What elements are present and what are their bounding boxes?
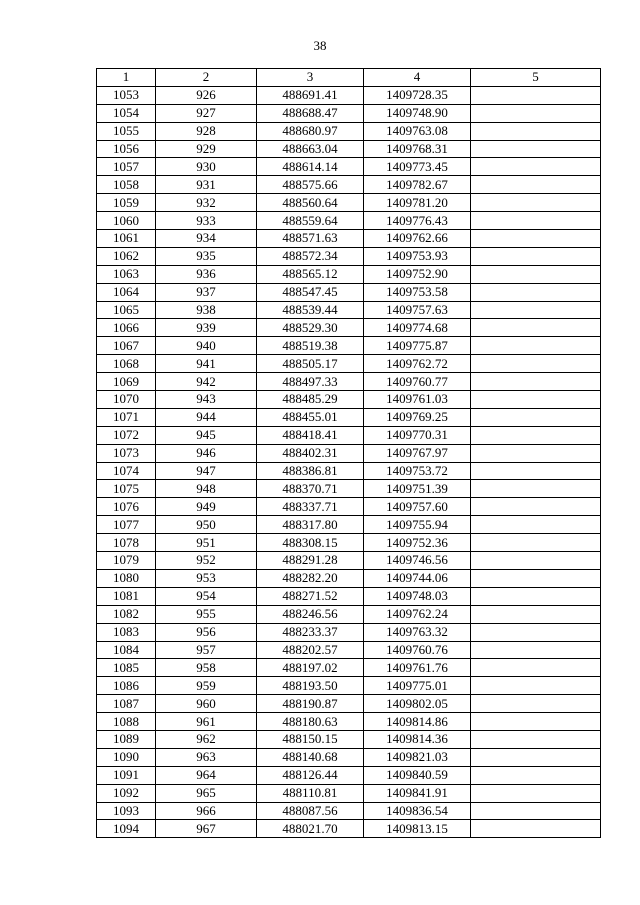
column-header-4: 4 xyxy=(364,69,471,87)
note-cell xyxy=(471,86,601,104)
point-number-cell: 1065 xyxy=(97,301,156,319)
vertex-number-cell: 930 xyxy=(156,158,257,176)
vertex-number-cell: 952 xyxy=(156,552,257,570)
note-cell xyxy=(471,391,601,409)
point-number-cell: 1058 xyxy=(97,176,156,194)
y-coordinate-cell: 1409840.59 xyxy=(364,766,471,784)
x-coordinate-cell: 488370.71 xyxy=(257,480,364,498)
table-row xyxy=(97,140,601,158)
column-header-2: 2 xyxy=(156,69,257,87)
coordinates-table xyxy=(96,68,601,838)
point-number-cell: 1087 xyxy=(97,695,156,713)
point-number-cell: 1054 xyxy=(97,104,156,122)
point-number-cell: 1078 xyxy=(97,534,156,552)
point-number-cell: 1062 xyxy=(97,247,156,265)
y-coordinate-cell: 1409746.56 xyxy=(364,552,471,570)
note-cell xyxy=(471,587,601,605)
table-row xyxy=(97,659,601,677)
y-coordinate-cell: 1409802.05 xyxy=(364,695,471,713)
x-coordinate-cell: 488565.12 xyxy=(257,265,364,283)
table-row xyxy=(97,104,601,122)
y-coordinate-cell: 1409775.01 xyxy=(364,677,471,695)
table-row xyxy=(97,301,601,319)
vertex-number-cell: 937 xyxy=(156,283,257,301)
table-row xyxy=(97,158,601,176)
table-row xyxy=(97,212,601,230)
note-cell xyxy=(471,677,601,695)
vertex-number-cell: 955 xyxy=(156,605,257,623)
note-cell xyxy=(471,319,601,337)
x-coordinate-cell: 488688.47 xyxy=(257,104,364,122)
note-cell xyxy=(471,623,601,641)
table-row xyxy=(97,283,601,301)
table-row xyxy=(97,713,601,731)
point-number-cell: 1092 xyxy=(97,784,156,802)
note-cell xyxy=(471,247,601,265)
table-row xyxy=(97,569,601,587)
point-number-cell: 1076 xyxy=(97,498,156,516)
x-coordinate-cell: 488087.56 xyxy=(257,802,364,820)
y-coordinate-cell: 1409781.20 xyxy=(364,194,471,212)
x-coordinate-cell: 488126.44 xyxy=(257,766,364,784)
vertex-number-cell: 962 xyxy=(156,730,257,748)
point-number-cell: 1080 xyxy=(97,569,156,587)
vertex-number-cell: 949 xyxy=(156,498,257,516)
table-row xyxy=(97,605,601,623)
x-coordinate-cell: 488402.31 xyxy=(257,444,364,462)
y-coordinate-cell: 1409761.03 xyxy=(364,391,471,409)
x-coordinate-cell: 488110.81 xyxy=(257,784,364,802)
x-coordinate-cell: 488021.70 xyxy=(257,820,364,838)
table-row xyxy=(97,391,601,409)
y-coordinate-cell: 1409757.63 xyxy=(364,301,471,319)
y-coordinate-cell: 1409755.94 xyxy=(364,516,471,534)
vertex-number-cell: 953 xyxy=(156,569,257,587)
x-coordinate-cell: 488663.04 xyxy=(257,140,364,158)
vertex-number-cell: 950 xyxy=(156,516,257,534)
note-cell xyxy=(471,569,601,587)
note-cell xyxy=(471,230,601,248)
note-cell xyxy=(471,408,601,426)
y-coordinate-cell: 1409744.06 xyxy=(364,569,471,587)
vertex-number-cell: 933 xyxy=(156,212,257,230)
point-number-cell: 1073 xyxy=(97,444,156,462)
y-coordinate-cell: 1409773.45 xyxy=(364,158,471,176)
y-coordinate-cell: 1409753.72 xyxy=(364,462,471,480)
table-row xyxy=(97,802,601,820)
y-coordinate-cell: 1409814.36 xyxy=(364,730,471,748)
x-coordinate-cell: 488202.57 xyxy=(257,641,364,659)
vertex-number-cell: 958 xyxy=(156,659,257,677)
note-cell xyxy=(471,820,601,838)
x-coordinate-cell: 488572.34 xyxy=(257,247,364,265)
vertex-number-cell: 941 xyxy=(156,355,257,373)
header-row xyxy=(97,69,601,87)
note-cell xyxy=(471,158,601,176)
table-row xyxy=(97,373,601,391)
y-coordinate-cell: 1409763.32 xyxy=(364,623,471,641)
note-cell xyxy=(471,355,601,373)
vertex-number-cell: 964 xyxy=(156,766,257,784)
note-cell xyxy=(471,766,601,784)
point-number-cell: 1086 xyxy=(97,677,156,695)
point-number-cell: 1072 xyxy=(97,426,156,444)
y-coordinate-cell: 1409752.90 xyxy=(364,265,471,283)
note-cell xyxy=(471,659,601,677)
table-row xyxy=(97,730,601,748)
point-number-cell: 1081 xyxy=(97,587,156,605)
x-coordinate-cell: 488282.20 xyxy=(257,569,364,587)
x-coordinate-cell: 488197.02 xyxy=(257,659,364,677)
y-coordinate-cell: 1409763.08 xyxy=(364,122,471,140)
vertex-number-cell: 956 xyxy=(156,623,257,641)
vertex-number-cell: 934 xyxy=(156,230,257,248)
x-coordinate-cell: 488180.63 xyxy=(257,713,364,731)
note-cell xyxy=(471,498,601,516)
x-coordinate-cell: 488560.64 xyxy=(257,194,364,212)
y-coordinate-cell: 1409776.43 xyxy=(364,212,471,230)
table-row xyxy=(97,122,601,140)
vertex-number-cell: 939 xyxy=(156,319,257,337)
y-coordinate-cell: 1409760.77 xyxy=(364,373,471,391)
y-coordinate-cell: 1409821.03 xyxy=(364,748,471,766)
vertex-number-cell: 947 xyxy=(156,462,257,480)
table-row xyxy=(97,498,601,516)
point-number-cell: 1061 xyxy=(97,230,156,248)
point-number-cell: 1067 xyxy=(97,337,156,355)
note-cell xyxy=(471,748,601,766)
point-number-cell: 1057 xyxy=(97,158,156,176)
point-number-cell: 1083 xyxy=(97,623,156,641)
table-row xyxy=(97,265,601,283)
table-row xyxy=(97,552,601,570)
vertex-number-cell: 963 xyxy=(156,748,257,766)
vertex-number-cell: 942 xyxy=(156,373,257,391)
y-coordinate-cell: 1409753.58 xyxy=(364,283,471,301)
vertex-number-cell: 944 xyxy=(156,408,257,426)
vertex-number-cell: 936 xyxy=(156,265,257,283)
vertex-number-cell: 938 xyxy=(156,301,257,319)
point-number-cell: 1066 xyxy=(97,319,156,337)
table-row xyxy=(97,462,601,480)
table-row xyxy=(97,426,601,444)
point-number-cell: 1090 xyxy=(97,748,156,766)
vertex-number-cell: 954 xyxy=(156,587,257,605)
y-coordinate-cell: 1409761.76 xyxy=(364,659,471,677)
note-cell xyxy=(471,730,601,748)
table-row xyxy=(97,480,601,498)
x-coordinate-cell: 488680.97 xyxy=(257,122,364,140)
note-cell xyxy=(471,122,601,140)
table-row xyxy=(97,748,601,766)
note-cell xyxy=(471,212,601,230)
x-coordinate-cell: 488150.15 xyxy=(257,730,364,748)
table-row xyxy=(97,516,601,534)
note-cell xyxy=(471,605,601,623)
note-cell xyxy=(471,552,601,570)
vertex-number-cell: 961 xyxy=(156,713,257,731)
column-header-1: 1 xyxy=(97,69,156,87)
column-header-3: 3 xyxy=(257,69,364,87)
x-coordinate-cell: 488497.33 xyxy=(257,373,364,391)
x-coordinate-cell: 488337.71 xyxy=(257,498,364,516)
point-number-cell: 1059 xyxy=(97,194,156,212)
note-cell xyxy=(471,462,601,480)
note-cell xyxy=(471,337,601,355)
note-cell xyxy=(471,695,601,713)
note-cell xyxy=(471,104,601,122)
vertex-number-cell: 929 xyxy=(156,140,257,158)
y-coordinate-cell: 1409770.31 xyxy=(364,426,471,444)
y-coordinate-cell: 1409728.35 xyxy=(364,86,471,104)
x-coordinate-cell: 488233.37 xyxy=(257,623,364,641)
y-coordinate-cell: 1409752.36 xyxy=(364,534,471,552)
x-coordinate-cell: 488539.44 xyxy=(257,301,364,319)
x-coordinate-cell: 488308.15 xyxy=(257,534,364,552)
y-coordinate-cell: 1409762.72 xyxy=(364,355,471,373)
point-number-cell: 1071 xyxy=(97,408,156,426)
table-body xyxy=(97,86,601,837)
y-coordinate-cell: 1409762.66 xyxy=(364,230,471,248)
vertex-number-cell: 967 xyxy=(156,820,257,838)
vertex-number-cell: 959 xyxy=(156,677,257,695)
y-coordinate-cell: 1409762.24 xyxy=(364,605,471,623)
note-cell xyxy=(471,784,601,802)
point-number-cell: 1063 xyxy=(97,265,156,283)
note-cell xyxy=(471,516,601,534)
point-number-cell: 1055 xyxy=(97,122,156,140)
point-number-cell: 1093 xyxy=(97,802,156,820)
point-number-cell: 1075 xyxy=(97,480,156,498)
x-coordinate-cell: 488455.01 xyxy=(257,408,364,426)
y-coordinate-cell: 1409782.67 xyxy=(364,176,471,194)
vertex-number-cell: 966 xyxy=(156,802,257,820)
vertex-number-cell: 960 xyxy=(156,695,257,713)
vertex-number-cell: 943 xyxy=(156,391,257,409)
table-row xyxy=(97,641,601,659)
note-cell xyxy=(471,265,601,283)
note-cell xyxy=(471,176,601,194)
point-number-cell: 1088 xyxy=(97,713,156,731)
y-coordinate-cell: 1409813.15 xyxy=(364,820,471,838)
x-coordinate-cell: 488547.45 xyxy=(257,283,364,301)
y-coordinate-cell: 1409775.87 xyxy=(364,337,471,355)
y-coordinate-cell: 1409751.39 xyxy=(364,480,471,498)
x-coordinate-cell: 488529.30 xyxy=(257,319,364,337)
point-number-cell: 1068 xyxy=(97,355,156,373)
x-coordinate-cell: 488485.29 xyxy=(257,391,364,409)
vertex-number-cell: 935 xyxy=(156,247,257,265)
y-coordinate-cell: 1409769.25 xyxy=(364,408,471,426)
note-cell xyxy=(471,301,601,319)
x-coordinate-cell: 488571.63 xyxy=(257,230,364,248)
table-row xyxy=(97,176,601,194)
vertex-number-cell: 932 xyxy=(156,194,257,212)
table-row xyxy=(97,677,601,695)
table-row xyxy=(97,695,601,713)
point-number-cell: 1094 xyxy=(97,820,156,838)
table-row xyxy=(97,623,601,641)
vertex-number-cell: 926 xyxy=(156,86,257,104)
x-coordinate-cell: 488505.17 xyxy=(257,355,364,373)
x-coordinate-cell: 488190.87 xyxy=(257,695,364,713)
x-coordinate-cell: 488418.41 xyxy=(257,426,364,444)
table-row xyxy=(97,587,601,605)
vertex-number-cell: 946 xyxy=(156,444,257,462)
note-cell xyxy=(471,641,601,659)
point-number-cell: 1082 xyxy=(97,605,156,623)
note-cell xyxy=(471,713,601,731)
point-number-cell: 1070 xyxy=(97,391,156,409)
table-header xyxy=(97,69,601,87)
point-number-cell: 1079 xyxy=(97,552,156,570)
table-row xyxy=(97,319,601,337)
note-cell xyxy=(471,194,601,212)
note-cell xyxy=(471,140,601,158)
x-coordinate-cell: 488559.64 xyxy=(257,212,364,230)
point-number-cell: 1069 xyxy=(97,373,156,391)
table-row xyxy=(97,194,601,212)
x-coordinate-cell: 488519.38 xyxy=(257,337,364,355)
note-cell xyxy=(471,534,601,552)
page-number: 38 xyxy=(313,38,327,53)
point-number-cell: 1077 xyxy=(97,516,156,534)
point-number-cell: 1064 xyxy=(97,283,156,301)
y-coordinate-cell: 1409748.03 xyxy=(364,587,471,605)
point-number-cell: 1085 xyxy=(97,659,156,677)
note-cell xyxy=(471,802,601,820)
note-cell xyxy=(471,480,601,498)
note-cell xyxy=(471,373,601,391)
x-coordinate-cell: 488140.68 xyxy=(257,748,364,766)
x-coordinate-cell: 488317.80 xyxy=(257,516,364,534)
point-number-cell: 1053 xyxy=(97,86,156,104)
point-number-cell: 1074 xyxy=(97,462,156,480)
note-cell xyxy=(471,444,601,462)
table-row xyxy=(97,820,601,838)
vertex-number-cell: 928 xyxy=(156,122,257,140)
table-row xyxy=(97,355,601,373)
vertex-number-cell: 945 xyxy=(156,426,257,444)
x-coordinate-cell: 488614.14 xyxy=(257,158,364,176)
note-cell xyxy=(471,283,601,301)
y-coordinate-cell: 1409774.68 xyxy=(364,319,471,337)
x-coordinate-cell: 488271.52 xyxy=(257,587,364,605)
column-header-5: 5 xyxy=(471,69,601,87)
point-number-cell: 1060 xyxy=(97,212,156,230)
y-coordinate-cell: 1409757.60 xyxy=(364,498,471,516)
vertex-number-cell: 957 xyxy=(156,641,257,659)
y-coordinate-cell: 1409768.31 xyxy=(364,140,471,158)
vertex-number-cell: 940 xyxy=(156,337,257,355)
table-row xyxy=(97,766,601,784)
x-coordinate-cell: 488386.81 xyxy=(257,462,364,480)
table-row xyxy=(97,408,601,426)
y-coordinate-cell: 1409814.86 xyxy=(364,713,471,731)
y-coordinate-cell: 1409767.97 xyxy=(364,444,471,462)
x-coordinate-cell: 488291.28 xyxy=(257,552,364,570)
note-cell xyxy=(471,426,601,444)
x-coordinate-cell: 488575.66 xyxy=(257,176,364,194)
y-coordinate-cell: 1409836.54 xyxy=(364,802,471,820)
table-row xyxy=(97,337,601,355)
y-coordinate-cell: 1409841.91 xyxy=(364,784,471,802)
table-row xyxy=(97,444,601,462)
vertex-number-cell: 965 xyxy=(156,784,257,802)
vertex-number-cell: 927 xyxy=(156,104,257,122)
y-coordinate-cell: 1409760.76 xyxy=(364,641,471,659)
vertex-number-cell: 951 xyxy=(156,534,257,552)
x-coordinate-cell: 488246.56 xyxy=(257,605,364,623)
point-number-cell: 1091 xyxy=(97,766,156,784)
table-row xyxy=(97,230,601,248)
vertex-number-cell: 931 xyxy=(156,176,257,194)
vertex-number-cell: 948 xyxy=(156,480,257,498)
y-coordinate-cell: 1409748.90 xyxy=(364,104,471,122)
x-coordinate-cell: 488691.41 xyxy=(257,86,364,104)
y-coordinate-cell: 1409753.93 xyxy=(364,247,471,265)
point-number-cell: 1056 xyxy=(97,140,156,158)
table-row xyxy=(97,534,601,552)
point-number-cell: 1089 xyxy=(97,730,156,748)
point-number-cell: 1084 xyxy=(97,641,156,659)
table-row xyxy=(97,784,601,802)
table-row xyxy=(97,247,601,265)
x-coordinate-cell: 488193.50 xyxy=(257,677,364,695)
table-row xyxy=(97,86,601,104)
